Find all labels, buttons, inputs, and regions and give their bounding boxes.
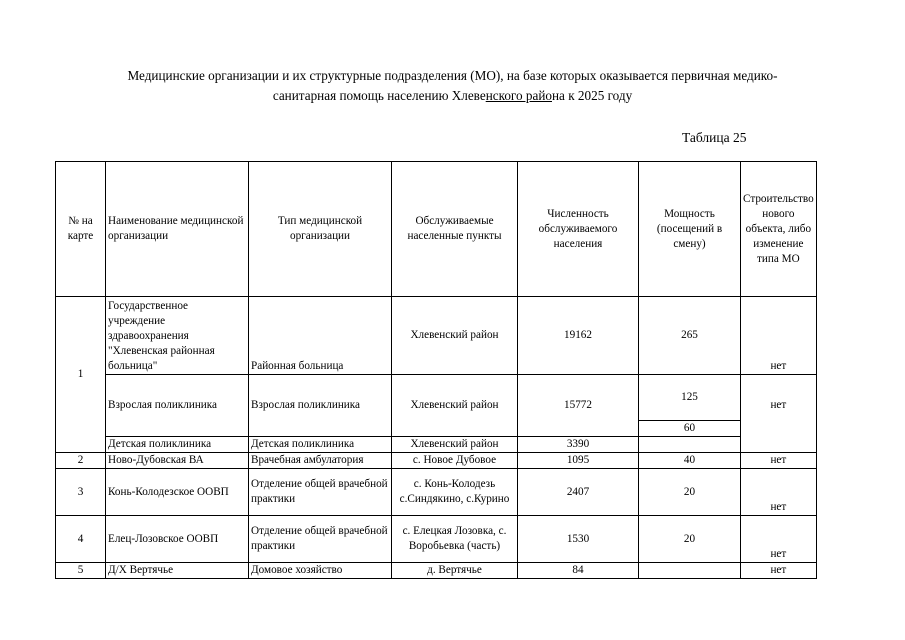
cell-capacity: 20 — [639, 469, 741, 516]
cell-settlements: Хлевенский район — [392, 437, 518, 453]
header-type: Тип медицинской организации — [249, 162, 392, 297]
table-caption: Таблица 25 — [682, 130, 747, 145]
title-line-2-end: на к 2025 году — [552, 88, 633, 103]
cell-name: Елец-Лозовское ООВП — [106, 516, 249, 563]
cell-name: Ново-Дубовская ВА — [106, 453, 249, 469]
header-name: Наименование медицинской организации — [106, 162, 249, 297]
cell-construction: нет — [741, 469, 817, 516]
table-row — [56, 516, 817, 563]
cell-settlements: с. Конь-Колодезь с.Синдякино, с.Курино — [392, 469, 518, 516]
cell-construction: нет — [741, 375, 817, 437]
cell-construction: нет — [741, 297, 817, 375]
header-row — [56, 162, 817, 297]
cell-name: Взрослая поликлиника — [106, 375, 249, 437]
cell-type: Отделение общей врачебной практики — [249, 469, 392, 516]
cell-construction: нет — [741, 453, 817, 469]
cell-settlements: с. Елецкая Лозовка, с. Воробьевка (часть) — [392, 516, 518, 563]
title-line-1: Медицинские организации и их структурные подразделения (МО), на базе которых оказывается первичная медико- — [127, 68, 778, 83]
cell-population: 84 — [518, 563, 639, 579]
cell-capacity: 20 — [639, 516, 741, 563]
cell-capacity: 125 — [639, 375, 741, 421]
cell-type: Взрослая поликлиника — [249, 375, 392, 437]
document-title — [0, 66, 905, 106]
cell-capacity — [639, 563, 741, 579]
cell-population: 1530 — [518, 516, 639, 563]
table-row — [56, 469, 817, 516]
cell-capacity: 40 — [639, 453, 741, 469]
cell-construction: нет — [741, 563, 817, 579]
cell-num: 2 — [56, 453, 106, 469]
title-line-2-underlined: нского райо — [485, 88, 552, 103]
table-row — [56, 297, 817, 375]
cell-num: 4 — [56, 516, 106, 563]
mo-table — [55, 161, 817, 579]
cell-name: Д/Х Вертячье — [106, 563, 249, 579]
cell-construction: нет — [741, 516, 817, 563]
table-row — [56, 563, 817, 579]
cell-type: Районная больница — [249, 297, 392, 375]
cell-type: Врачебная амбулатория — [249, 453, 392, 469]
cell-name: Конь-Колодезское ООВП — [106, 469, 249, 516]
cell-construction — [741, 437, 817, 453]
cell-population: 3390 — [518, 437, 639, 453]
cell-num: 1 — [56, 297, 106, 453]
header-population: Численность обслуживаемого населения — [518, 162, 639, 297]
header-capacity: Мощность (посещений в смену) — [639, 162, 741, 297]
cell-population: 1095 — [518, 453, 639, 469]
cell-num: 5 — [56, 563, 106, 579]
title-line-2 — [0, 86, 905, 106]
header-construction: Строительство нового объекта, либо изменение типа МО — [741, 162, 817, 297]
cell-settlements: Хлевенский район — [392, 375, 518, 437]
table-row — [56, 453, 817, 469]
cell-capacity: 265 — [639, 297, 741, 375]
cell-type: Отделение общей врачебной практики — [249, 516, 392, 563]
cell-capacity: 60 — [639, 421, 741, 437]
cell-population: 15772 — [518, 375, 639, 437]
header-num: № на карте — [56, 162, 106, 297]
cell-name: Государственное учреждение здравоохранения "Хлевенская районная больница" — [106, 297, 249, 375]
title-line-2-start: санитарная помощь населению Хлеве — [272, 88, 486, 103]
cell-settlements: с. Новое Дубовое — [392, 453, 518, 469]
cell-population: 2407 — [518, 469, 639, 516]
table-row — [56, 437, 817, 453]
header-settlements: Обслуживаемые населенные пункты — [392, 162, 518, 297]
cell-type: Домовое хозяйство — [249, 563, 392, 579]
cell-settlements: д. Вертячье — [392, 563, 518, 579]
table-row — [56, 375, 817, 421]
cell-num: 3 — [56, 469, 106, 516]
cell-name: Детская поликлиника — [106, 437, 249, 453]
cell-type: Детская поликлиника — [249, 437, 392, 453]
cell-settlements: Хлевенский район — [392, 297, 518, 375]
cell-capacity-empty — [639, 437, 741, 453]
cell-population: 19162 — [518, 297, 639, 375]
